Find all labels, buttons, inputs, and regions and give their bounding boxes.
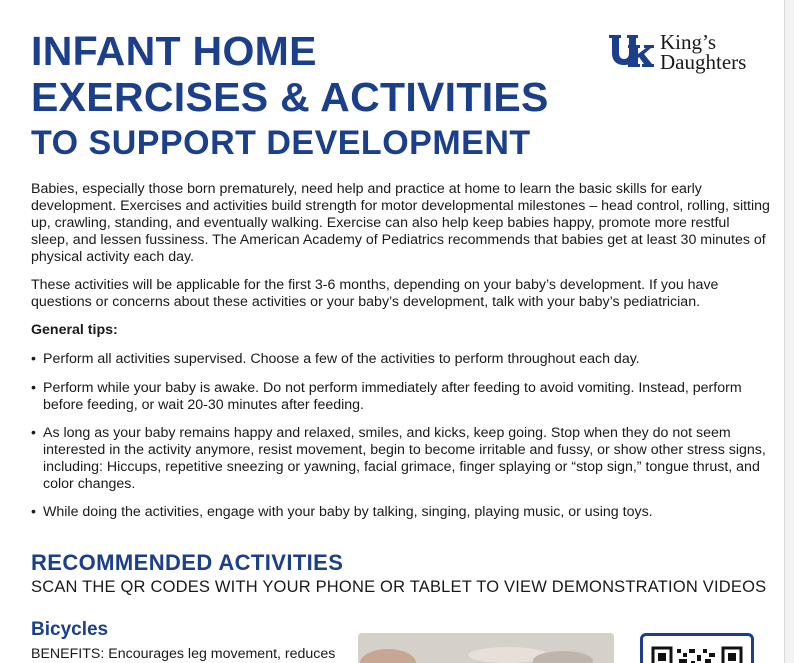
- intro-paragraph-1: Babies, especially those born prematurely, need help and practice at home to learn the basic skills for early development. Exercises and activities build strength for motor developmental milestones – head control, rolling, sitting up, crawling, standing, and eventually walking. Exercise can also help keep babies happy, promote more restful sleep, and lessen fussiness. The American Academy of Pediatrics recommends that babies get at least 30 minutes of physical activity each day.: [31, 181, 770, 265]
- tip-text: Perform all activities supervised. Choose a few of the activities to perform throughout each day.: [43, 351, 640, 367]
- tip-text: Perform while your baby is awake. Do not perform immediately after feeding to avoid vomiting. Instead, perform before feeding, or wait 20-30 minutes after feeding.: [43, 380, 742, 413]
- intro-paragraph-2: These activities will be applicable for the first 3-6 months, depending on your baby’s development. If you have questions or concerns about these activities or your baby’s development, talk with your baby’s pediatrician.: [31, 277, 719, 310]
- tip-text: As long as your baby remains happy and relaxed, smiles, and kicks, keep going. Stop when they do not seem interested in the activity anymore, resist movement, begin to become irritable and fussy, or show other stress signs, including: Hiccups, repetitive sneezing or yawning, facial grimace, finger splaying or “stop sign,” tongue thrust, and color changes.: [43, 425, 766, 492]
- uk-logo-icon: [608, 33, 654, 71]
- qr-code-icon: [643, 636, 751, 663]
- page-edge: [784, 0, 794, 663]
- bullet-icon: •: [31, 351, 36, 367]
- tips-heading: General tips:: [31, 322, 118, 338]
- title-line-2: EXERCISES & ACTIVITIES: [31, 74, 549, 120]
- tip-item: [31, 504, 771, 521]
- tip-text: While doing the activities, engage with your baby by talking, singing, playing music, or using toys.: [43, 504, 653, 520]
- logo-name-line1: King’s: [660, 30, 717, 54]
- recommended-subheading: SCAN THE QR CODES WITH YOUR PHONE OR TABLET TO VIEW DEMONSTRATION VIDEOS: [31, 578, 767, 596]
- subtitle: TO SUPPORT DEVELOPMENT: [31, 124, 531, 162]
- activity-photo: [358, 633, 614, 663]
- title-line-1: INFANT HOME: [31, 28, 317, 74]
- tip-item: [31, 380, 771, 414]
- tip-item: [31, 351, 771, 368]
- bullet-icon: •: [31, 380, 36, 396]
- activity-benefits: BENEFITS: Encourages leg movement, reduces: [31, 646, 336, 662]
- bullet-icon: •: [31, 504, 36, 520]
- logo-name-line2: Daughters: [660, 50, 747, 74]
- qr-code[interactable]: [640, 633, 754, 663]
- recommended-heading: RECOMMENDED ACTIVITIES: [31, 550, 344, 575]
- activity-title: Bicycles: [31, 619, 109, 640]
- tip-item: [31, 425, 771, 493]
- bullet-icon: •: [31, 425, 36, 441]
- baby-photo-icon: [358, 633, 614, 663]
- kings-daughters-logo: [608, 32, 746, 72]
